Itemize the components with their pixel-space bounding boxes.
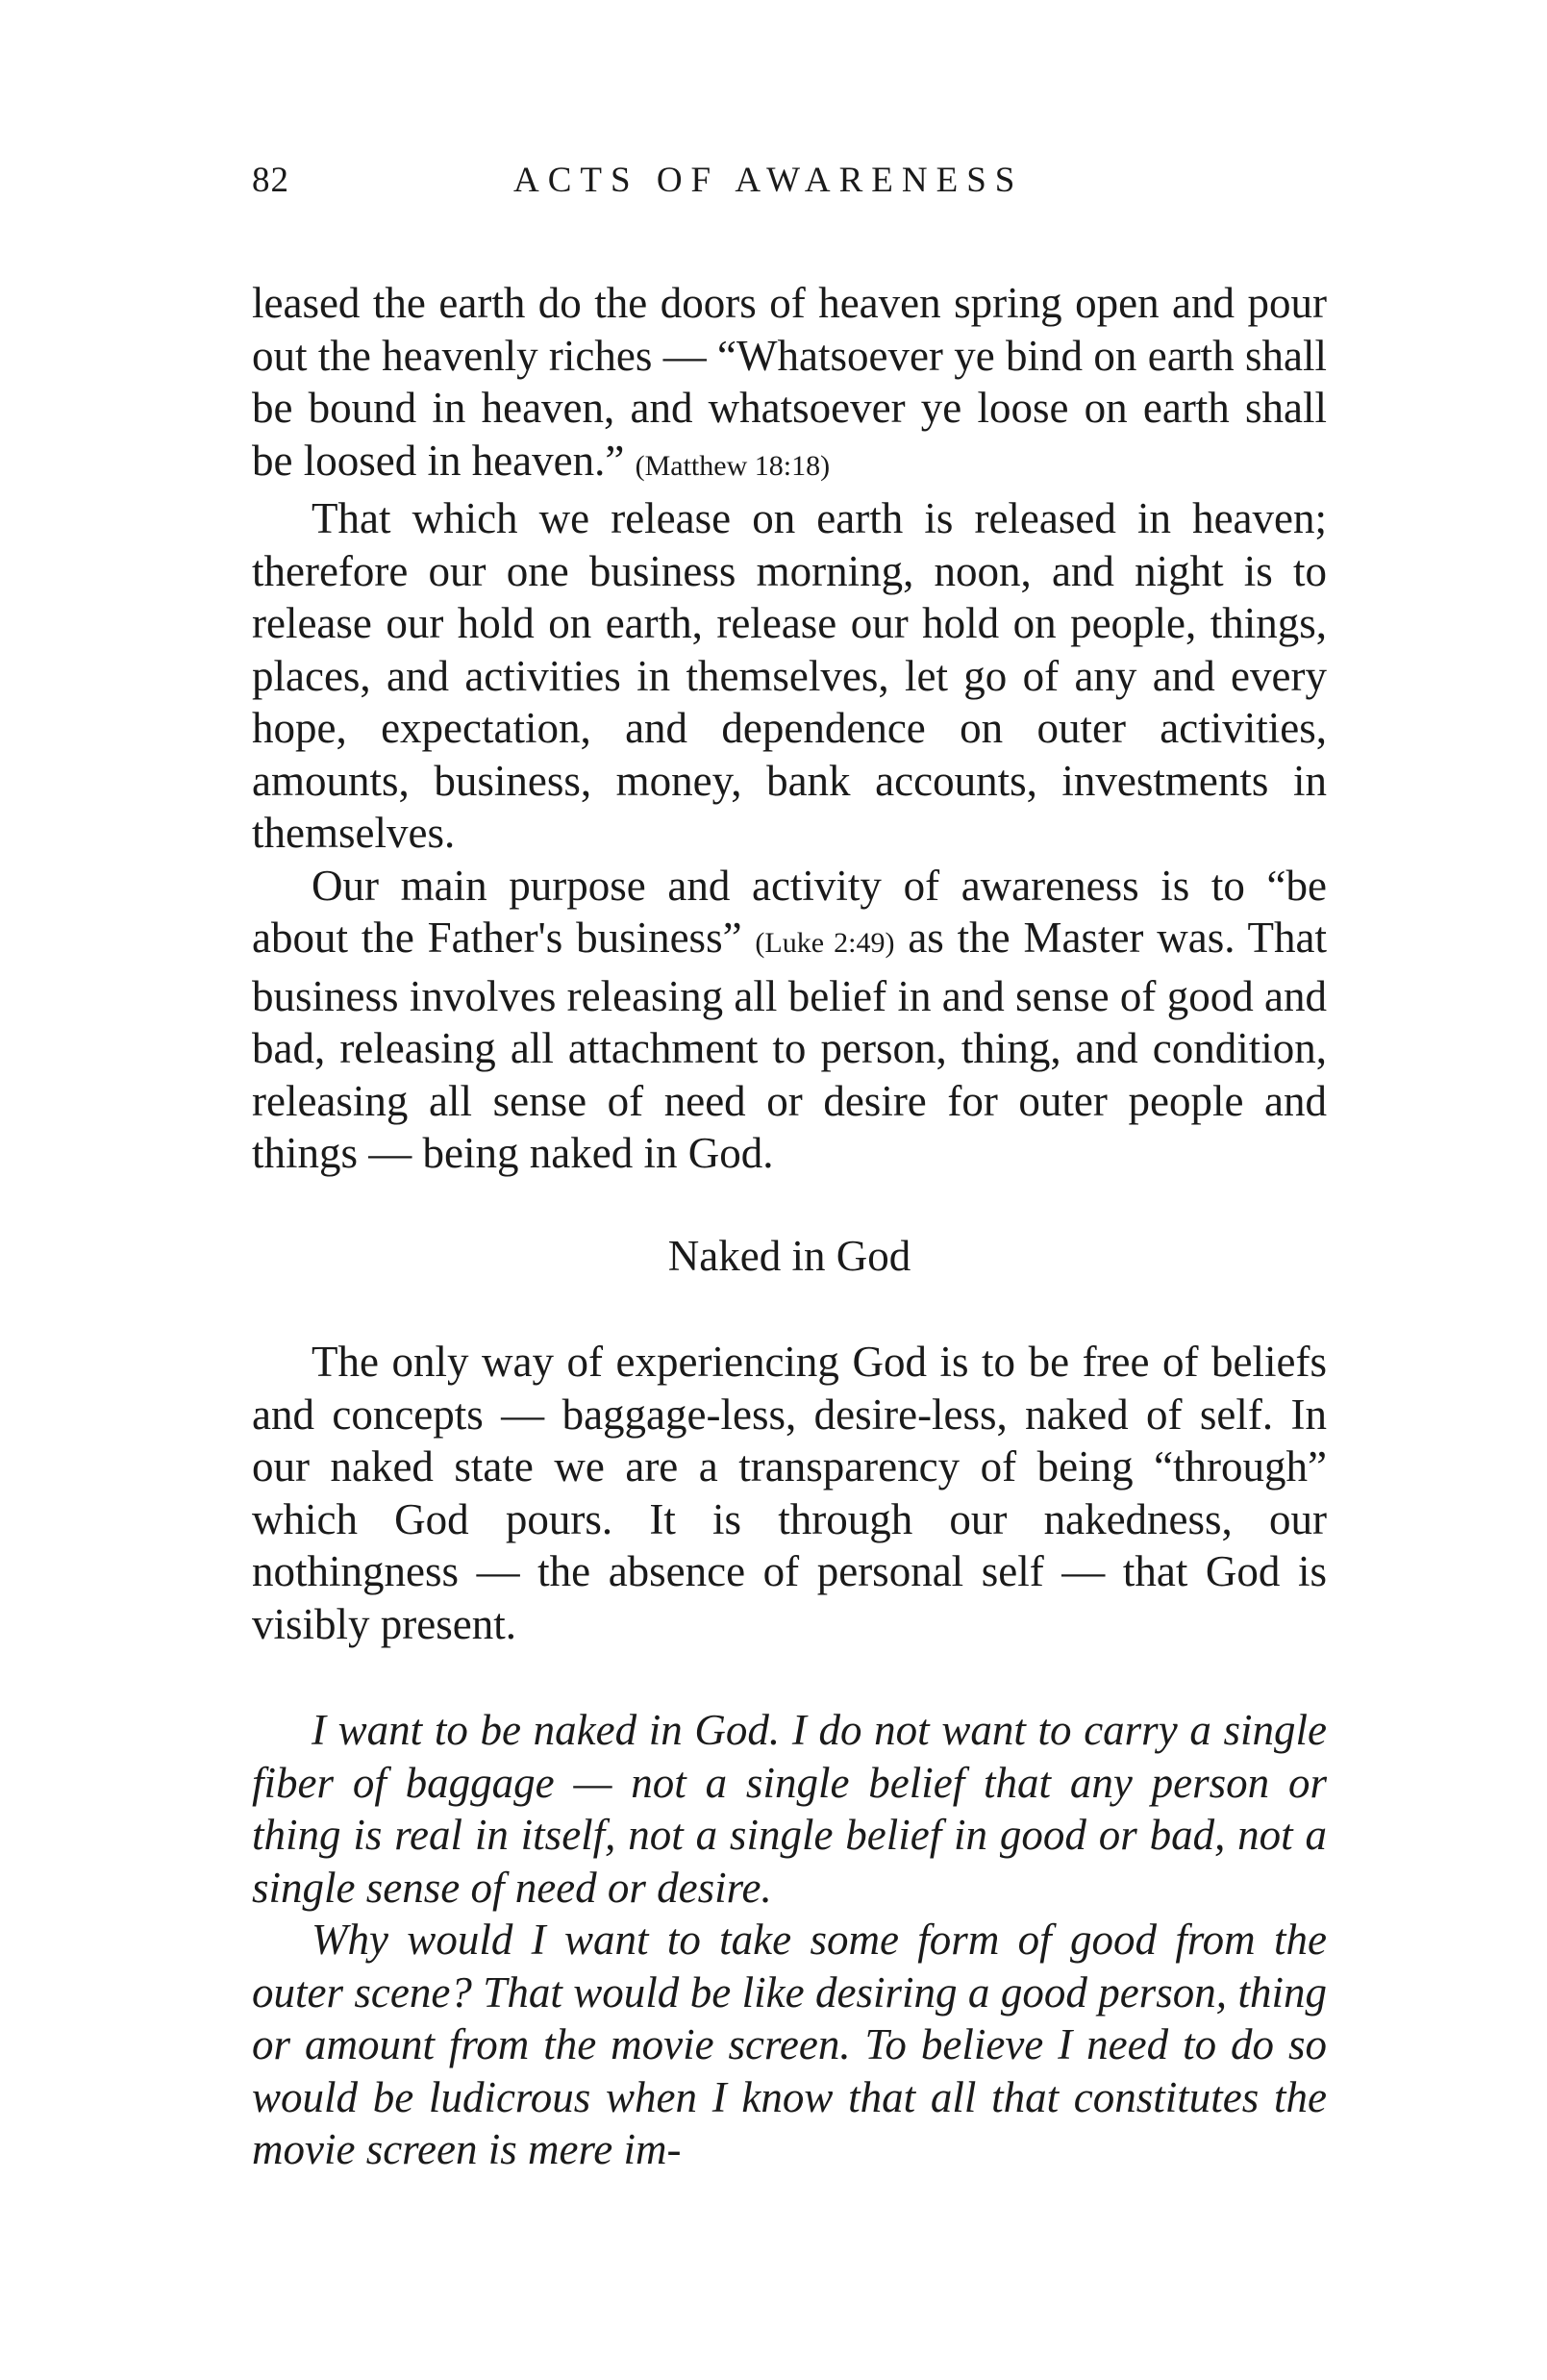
- book-title: ACTS OF AWARENESS: [513, 161, 1024, 200]
- paragraph-3-before: Our main purpose and activity of awareness is to “be about the Father's business”: [252, 861, 1327, 962]
- paragraph-1-text: leased the earth do the doors of heaven spring open and pour out the heavenly riches — “Whatsoever ye bind on earth shall be bound in heaven, and whatsoever ye loose on earth shall be loosed in heaven.”: [252, 279, 1327, 485]
- paragraph-4: The only way of experiencing God is to be free of beliefs and concepts — baggage-less, desire-less, naked of self. In our naked state we are a transparency of being “through” which God pours. It is through our nakedness, our nothingness — the absence of personal self — that God is visibly present.: [252, 1338, 1327, 1648]
- paragraph-3: [252, 860, 1327, 1180]
- section-heading: Naked in God: [667, 1231, 911, 1280]
- page-number: 82: [252, 161, 289, 200]
- body-text: [252, 277, 1327, 2176]
- paragraph-2: That which we release on earth is released in heaven; therefore our one business morning, noon, and night is to release our hold on earth, release our hold on people, things, places, and activities in themselves, let go of any and every hope, expectation, and dependence on outer activities, amounts, business, money, bank accounts, investments in themselves.: [252, 494, 1327, 857]
- meditation-block: [252, 1704, 1327, 2176]
- paragraph-1: [252, 277, 1327, 492]
- paragraph-3-after: as the Master was. That business involves releasing all belief in and sense of good and bad, releasing all attachment to person, thing, and condition, releasing all sense of need or desire for outer people and things — being naked in God.: [252, 914, 1327, 1177]
- scripture-citation: (Luke 2:49): [755, 927, 895, 959]
- running-head: [252, 160, 1329, 208]
- scripture-citation: (Matthew 18:18): [635, 449, 831, 482]
- meditation-paragraph-2: Why would I want to take some form of good from the outer scene? That would be like desiring a good person, thing or amount from the movie screen. To believe I need to do so would be ludicrous when I know that all that constitutes the movie screen is mere im-: [252, 1916, 1327, 2173]
- meditation-paragraph-1: I want to be naked in God. I do not want to carry a single fiber of baggage — not a single belief that any person or thing is real in itself, not a single belief in good or bad, not a single sense of need or desire.: [252, 1706, 1327, 1912]
